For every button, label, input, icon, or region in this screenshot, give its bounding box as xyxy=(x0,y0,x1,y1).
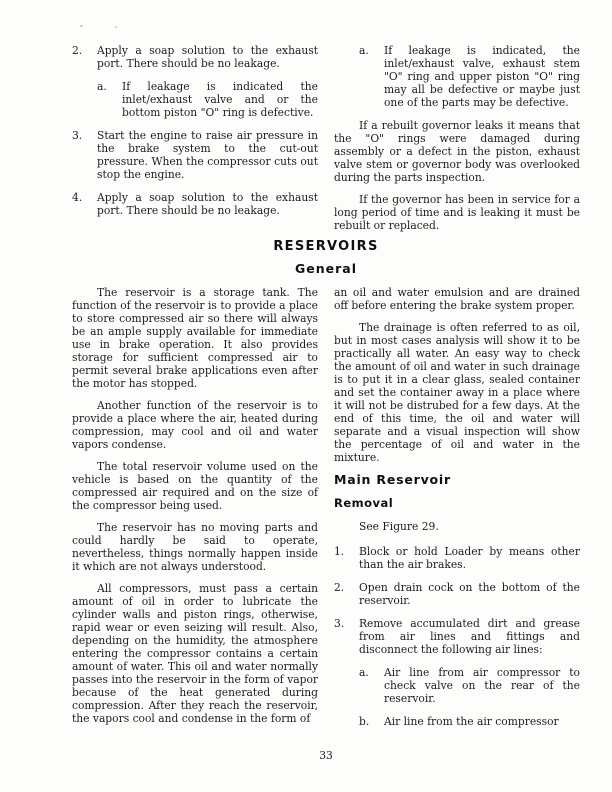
paragraph: The drainage is often referred to as oil, but in most cases analysis will show it to be practically all water. An easy way to check the amount of oil and water in such drainage is to put it in a clear glass, sealed container and set the container away in a place where it will not be distrubed for a few days. At the end of this time, the oil and water will separate and a visual inspection will show the percentage of oil and water in the mixture. xyxy=(334,321,580,464)
item-number: 2. xyxy=(334,581,345,594)
list-sub-item xyxy=(359,715,580,728)
paragraph: If a rebuilt governor leaks it means that the "O" rings were damaged during assembly or a defect in the piston, exhaust valve stem or governor body was overlooked during the parts inspection. xyxy=(334,119,580,184)
item-text: Remove accumulated dirt and grease from air lines and fittings and disconnect the following air lines: xyxy=(359,617,580,656)
item-text: Open drain cock on the bottom of the reservoir. xyxy=(359,581,580,607)
item-number: 4. xyxy=(72,191,83,204)
bottom-right-column xyxy=(334,286,580,738)
scan-speck xyxy=(80,25,83,27)
list-item xyxy=(334,617,580,656)
item-letter: a. xyxy=(359,666,369,679)
paragraph: If the governor has been in service for a long period of time and is leaking it must be rebuilt or replaced. xyxy=(334,193,580,232)
item-number: 2. xyxy=(72,44,83,57)
top-left-column xyxy=(72,44,318,238)
top-section xyxy=(72,44,580,238)
list-sub-item xyxy=(359,44,580,109)
item-text: Start the engine to raise air pressure in the brake system to the cut-out pressure. When the compressor cuts out stop the engine. xyxy=(97,129,318,181)
bottom-left-column xyxy=(72,286,318,738)
list-item xyxy=(72,191,318,217)
item-letter: a. xyxy=(359,44,369,57)
item-number: 3. xyxy=(72,129,83,142)
bottom-section xyxy=(72,286,580,738)
list-item xyxy=(72,129,318,181)
item-letter: a. xyxy=(97,80,107,93)
item-text: If leakage is indicated the inlet/exhaust valve and or the bottom piston "O" ring is defective. xyxy=(122,80,318,119)
subsection-heading-general: General xyxy=(295,261,357,276)
paragraph: The total reservoir volume used on the vehicle is based on the quantity of the compressed air required and on the size of the compressor being used. xyxy=(72,460,318,512)
list-item xyxy=(334,545,580,571)
section-heading-reservoirs: RESERVOIRS xyxy=(273,239,379,254)
heading-main-reservoir: Main Reservoir xyxy=(334,472,451,487)
page-number: 33 xyxy=(319,749,333,762)
item-number: 3. xyxy=(334,617,345,630)
list-sub-item xyxy=(97,80,318,119)
list-item xyxy=(334,581,580,607)
list-sub-item xyxy=(359,666,580,705)
continuation-paragraph: an oil and water emulsion and are drained off before entering the brake system proper. xyxy=(334,286,580,312)
list-item xyxy=(72,44,318,70)
item-text: Apply a soap solution to the exhaust port. There should be no leakage. xyxy=(97,191,318,217)
paragraph: The reservoir has no moving parts and could hardly be said to operate, nevertheless, things normally happen inside it which are not always understood. xyxy=(72,521,318,573)
paragraph: The reservoir is a storage tank. The function of the reservoir is to provide a place to store compressed air so there will always be an ample supply available for immediate use in brake operation. It also provides storage for sufficient compressed air to permit several brake applications even after the motor has stopped. xyxy=(72,286,318,390)
item-number: 1. xyxy=(334,545,345,558)
see-figure-note: See Figure 29. xyxy=(359,520,439,533)
item-text: If leakage is indicated, the inlet/exhaust valve, exhaust stem "O" ring and upper piston "O" ring may all be defective or maybe just one of the parts may be defective. xyxy=(384,44,580,109)
item-text: Air line from the air compressor xyxy=(384,715,559,728)
paragraph: Another function of the reservoir is to provide a place where the air, heated during compression, may cool and oil and water vapors condense. xyxy=(72,399,318,451)
top-right-column xyxy=(334,44,580,238)
paragraph: All compressors, must pass a certain amount of oil in order to lubricate the cylinder walls and piston rings, otherwise, rapid wear or even seizing will result. Also, depending on the humidity, the atmosphere entering the compressor contains a certain amount of water. This oil and water normally passes into the reservoir in the form of vapor because of the heat generated during compression. After they reach the reservoir, the vapors cool and condense in the form of xyxy=(72,582,318,725)
item-text: Block or hold Loader by means other than the air brakes. xyxy=(359,545,580,571)
item-letter: b. xyxy=(359,715,370,728)
heading-removal: Removal xyxy=(334,496,394,510)
scan-speck xyxy=(115,26,117,28)
item-text: Apply a soap solution to the exhaust port. There should be no leakage. xyxy=(97,44,318,70)
item-text: Air line from air compressor to check valve on the rear of the reservoir. xyxy=(384,666,580,705)
